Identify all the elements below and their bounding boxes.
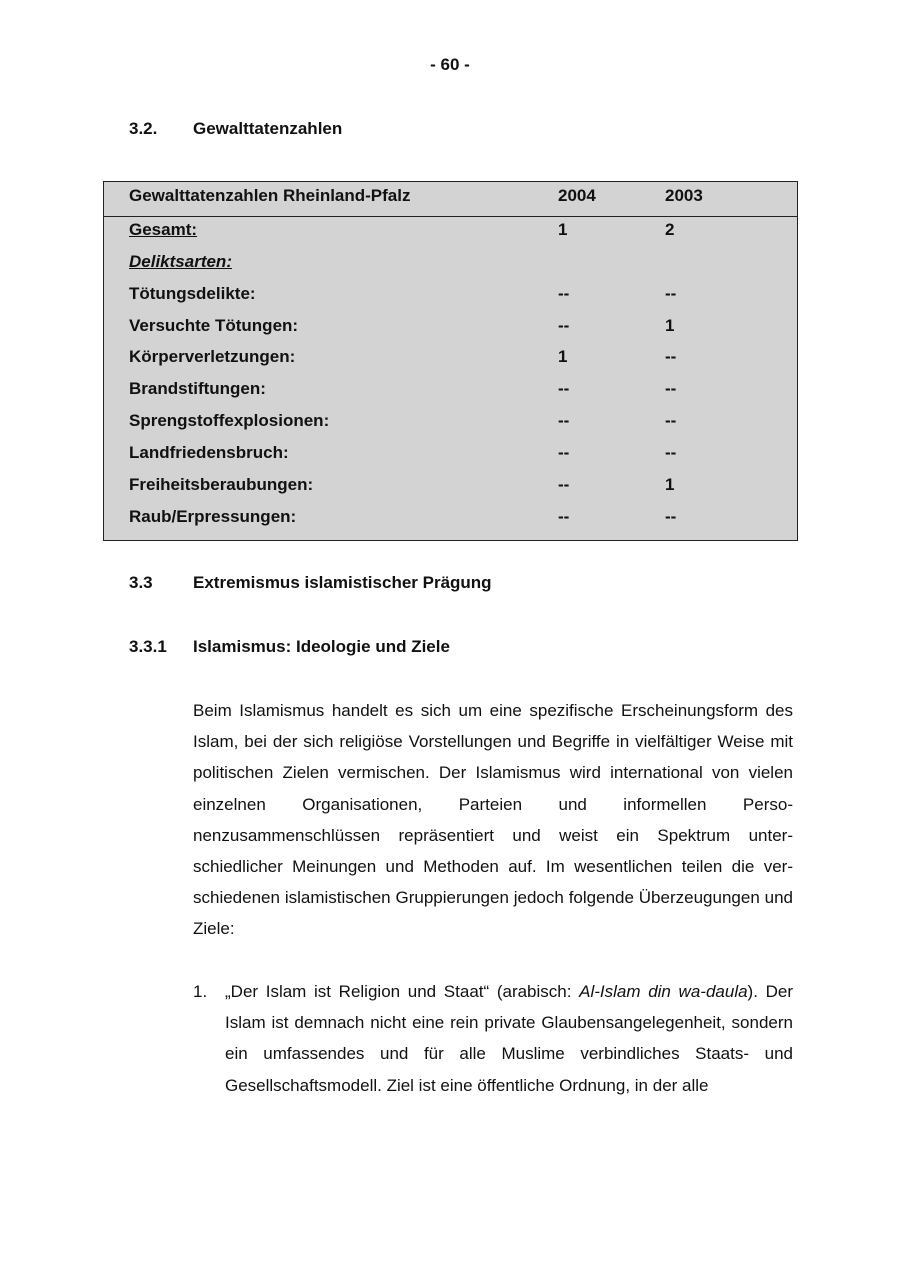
- row-value-2003: --: [665, 443, 677, 462]
- row-value-2004: --: [558, 316, 570, 335]
- table-header-2004: 2004: [558, 186, 596, 205]
- table-header-label: Gewalttatenzahlen Rheinland-Pfalz: [129, 186, 411, 205]
- row-label: Körperverletzungen:: [129, 347, 296, 366]
- row-value-2004: --: [558, 284, 570, 303]
- section-title: Gewalttatenzahlen: [193, 119, 343, 138]
- row-value-2003: --: [665, 284, 677, 303]
- section-title: Extremismus islamistischer Prägung: [193, 573, 492, 592]
- row-label: Deliktsarten:: [129, 252, 232, 271]
- row-label: Sprengstoffexplosionen:: [129, 411, 330, 430]
- section-title: Islamismus: Ideologie und Ziele: [193, 637, 450, 656]
- row-value-2004: --: [558, 475, 570, 494]
- row-value-2003: 1: [665, 316, 675, 335]
- section-heading-3-2: [129, 119, 342, 139]
- list-text-italic: Al-Islam din wa-daula: [579, 982, 748, 1001]
- row-value-2003: --: [665, 411, 677, 430]
- row-label: Freiheitsberaubungen:: [129, 475, 314, 494]
- section-number: 3.2.: [129, 119, 158, 138]
- list-marker: 1.: [193, 982, 208, 1001]
- row-value-2004: --: [558, 507, 570, 526]
- row-value-2004: --: [558, 379, 570, 398]
- list-item-text: [225, 976, 793, 1101]
- row-label: Landfriedensbruch:: [129, 443, 289, 462]
- row-value-2004: --: [558, 443, 570, 462]
- section-heading-3-3-1: [129, 637, 450, 657]
- section-number: 3.3.1: [129, 637, 167, 656]
- violence-statistics-table: [103, 181, 798, 541]
- row-value-2003: 2: [665, 220, 675, 239]
- row-value-2003: 1: [665, 475, 675, 494]
- row-value-2004: 1: [558, 220, 568, 239]
- section-heading-3-3: [129, 573, 492, 593]
- row-label: Gesamt:: [129, 220, 198, 239]
- table-header-2003: 2003: [665, 186, 703, 205]
- row-value-2003: --: [665, 379, 677, 398]
- section-number: 3.3: [129, 573, 153, 592]
- row-value-2004: --: [558, 411, 570, 430]
- row-label: Raub/Erpressungen:: [129, 507, 297, 526]
- body-paragraph: Beim Islamismus handelt es sich um eine spezifische Erscheinungsform des Islam, bei der sich religiöse Vorstellungen und Begriffe in vielfältiger Weise mit politischen Zielen vermischen. Der Islamismus wird international von vielen einzelnen Organisationen, Parteien und informellen Personenzusammenschlüssen repräsentiert und weist ein Spektrum unterschiedlicher Meinungen und Methoden auf. Im wesentlichen teilen die verschiedenen islamistischen Gruppierungen jedoch folgende Überzeugungen und Ziele:: [193, 701, 793, 939]
- table-header: [104, 182, 797, 217]
- row-value-2003: --: [665, 507, 677, 526]
- row-value-2004: 1: [558, 347, 568, 366]
- row-label: Tötungsdelikte:: [129, 284, 256, 303]
- row-label: Brandstiftungen:: [129, 379, 266, 398]
- list-text-after: ). Der Islam ist demnach nicht eine rein private Glaubensangelegenheit, sondern ein umfassendes und für alle Muslime verbindliches Staats- und Gesellschaftsmodell. Ziel ist eine öffentliche Ordnung, in der alle: [225, 982, 793, 1095]
- page-number: - 60 -: [430, 55, 470, 74]
- row-value-2003: --: [665, 347, 677, 366]
- row-label: Versuchte Tötungen:: [129, 316, 299, 335]
- list-text-before: „Der Islam ist Religion und Staat“ (arabisch:: [225, 982, 580, 1001]
